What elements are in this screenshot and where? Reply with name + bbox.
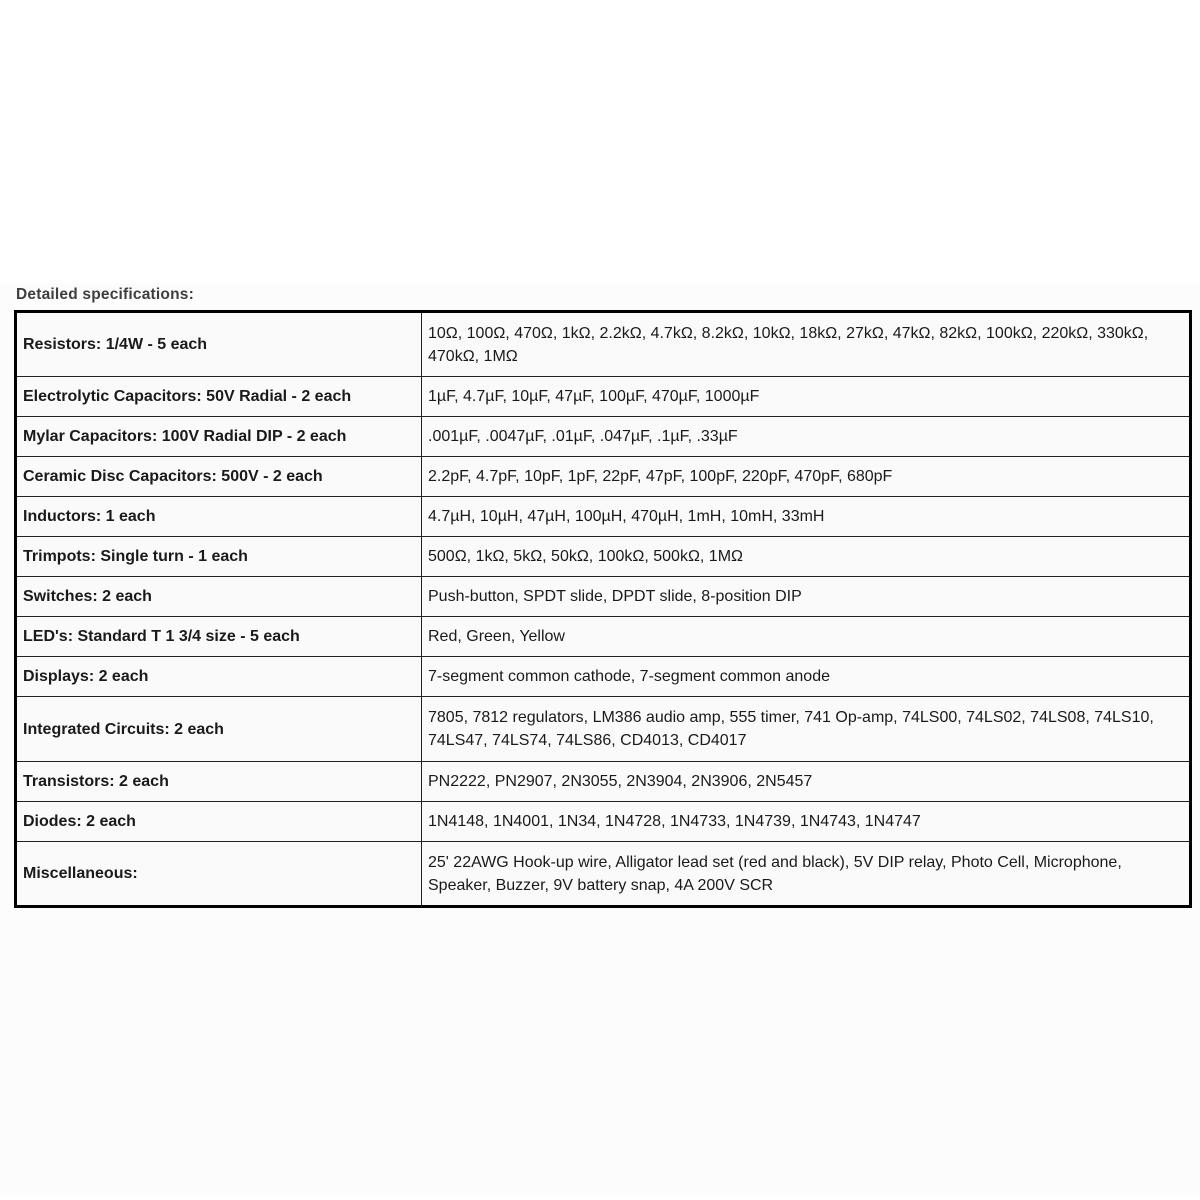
spec-label: LED's: Standard T 1 3/4 size - 5 each [16, 617, 422, 657]
spec-label: Trimpots: Single turn - 1 each [16, 537, 422, 577]
spec-value: Red, Green, Yellow [422, 617, 1191, 657]
table-row [16, 762, 1191, 802]
spec-value: 500Ω, 1kΩ, 5kΩ, 50kΩ, 100kΩ, 500kΩ, 1MΩ [422, 537, 1191, 577]
table-row [16, 577, 1191, 617]
spec-label: Transistors: 2 each [16, 762, 422, 802]
spec-label: Displays: 2 each [16, 657, 422, 697]
spec-value: PN2222, PN2907, 2N3055, 2N3904, 2N3906, 2N5457 [422, 762, 1191, 802]
spec-value: 4.7µH, 10µH, 47µH, 100µH, 470µH, 1mH, 10mH, 33mH [422, 497, 1191, 537]
spec-label: Electrolytic Capacitors: 50V Radial - 2 each [16, 377, 422, 417]
table-row [16, 697, 1191, 762]
spec-label: Integrated Circuits: 2 each [16, 697, 422, 762]
table-row [16, 377, 1191, 417]
spec-value: 7-segment common cathode, 7-segment common anode [422, 657, 1191, 697]
table-row [16, 312, 1191, 377]
spec-value: 10Ω, 100Ω, 470Ω, 1kΩ, 2.2kΩ, 4.7kΩ, 8.2kΩ, 10kΩ, 18kΩ, 27kΩ, 47kΩ, 82kΩ, 100kΩ, 220kΩ, 330kΩ, 470kΩ, 1MΩ [422, 312, 1191, 377]
spec-section [0, 283, 1200, 1195]
table-row [16, 657, 1191, 697]
spec-value: 2.2pF, 4.7pF, 10pF, 1pF, 22pF, 47pF, 100pF, 220pF, 470pF, 680pF [422, 457, 1191, 497]
spec-table [14, 310, 1192, 908]
spec-value: 1N4148, 1N4001, 1N34, 1N4728, 1N4733, 1N4739, 1N4743, 1N4747 [422, 802, 1191, 842]
spec-label: Miscellaneous: [16, 842, 422, 907]
section-heading: Detailed specifications: [16, 286, 194, 303]
spec-label: Inductors: 1 each [16, 497, 422, 537]
spec-label: Resistors: 1/4W - 5 each [16, 312, 422, 377]
spec-label: Switches: 2 each [16, 577, 422, 617]
spec-label: Ceramic Disc Capacitors: 500V - 2 each [16, 457, 422, 497]
table-row [16, 617, 1191, 657]
table-row [16, 802, 1191, 842]
spec-value: Push-button, SPDT slide, DPDT slide, 8-position DIP [422, 577, 1191, 617]
table-row [16, 457, 1191, 497]
spec-value: .001µF, .0047µF, .01µF, .047µF, .1µF, .33µF [422, 417, 1191, 457]
spec-value: 25' 22AWG Hook-up wire, Alligator lead set (red and black), 5V DIP relay, Photo Cell, Microphone, Speaker, Buzzer, 9V battery snap, 4A 200V SCR [422, 842, 1191, 907]
spec-label: Mylar Capacitors: 100V Radial DIP - 2 each [16, 417, 422, 457]
table-row [16, 417, 1191, 457]
spec-value: 7805, 7812 regulators, LM386 audio amp, 555 timer, 741 Op-amp, 74LS00, 74LS02, 74LS08, 74LS10, 74LS47, 74LS74, 74LS86, CD4013, CD4017 [422, 697, 1191, 762]
table-row [16, 497, 1191, 537]
table-row [16, 537, 1191, 577]
spec-label: Diodes: 2 each [16, 802, 422, 842]
table-row [16, 842, 1191, 907]
spec-value: 1µF, 4.7µF, 10µF, 47µF, 100µF, 470µF, 1000µF [422, 377, 1191, 417]
